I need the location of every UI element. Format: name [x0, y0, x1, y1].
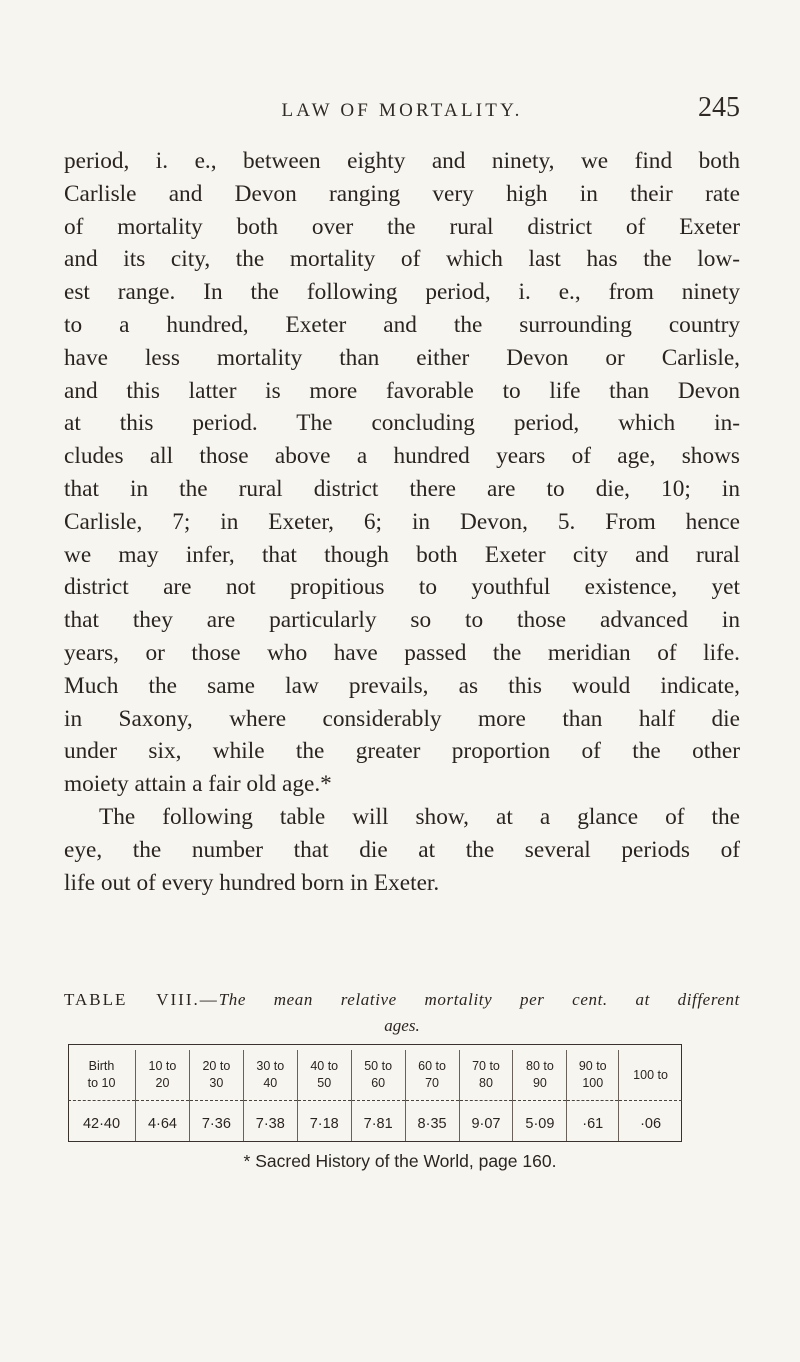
text-line: Carlisle and Devon ranging very high in their rate [64, 180, 740, 207]
values-row [68, 1107, 682, 1141]
value-cell: 5·09 [513, 1107, 567, 1141]
mortality-grid [68, 1050, 682, 1141]
text-line: that in the rural district there are to die, 10; in [64, 475, 740, 502]
value-cell: 7·36 [189, 1107, 243, 1141]
text-line: cludes all those above a hundred years of age, shows [64, 443, 740, 470]
body-text [64, 145, 740, 899]
text-line: period, i. e., between eighty and ninety, we find both [64, 148, 740, 174]
header-cell: 80 to 90 [513, 1050, 567, 1101]
text-line: and its city, the mortality of which last has the low- [64, 246, 740, 273]
header-cell: 10 to 20 [136, 1050, 190, 1101]
mortality-table [64, 1044, 682, 1144]
text-line: under six, while the greater proportion of the other [64, 738, 740, 765]
running-title: LAW OF MORTALITY. [281, 100, 523, 121]
header-cell: 90 to 100 [567, 1050, 619, 1101]
text-line: at this period. The concluding period, which in- [64, 410, 740, 437]
page-number: 245 [698, 92, 740, 123]
value-cell: 7·18 [297, 1107, 351, 1141]
value-cell: 8·35 [405, 1107, 459, 1141]
value-cell: 9·07 [459, 1107, 513, 1141]
table-title: The mean relative mortality per cent. at different [218, 990, 740, 1009]
value-cell: 42·40 [68, 1107, 136, 1141]
header-cell: 60 to 70 [405, 1050, 459, 1101]
text-line: years, or those who have passed the meridian of life. [64, 639, 740, 666]
text-line: have less mortality than either Devon or Carlisle, [64, 344, 740, 371]
table-label: TABLE VIII.— [64, 990, 219, 1009]
header-cell: 30 to 40 [243, 1050, 297, 1101]
text-line: eye, the number that die at the several periods of [64, 836, 740, 863]
table-caption [64, 987, 740, 1039]
header-cell: 20 to 30 [189, 1050, 243, 1101]
table-title-continued: ages. [384, 1016, 420, 1035]
text-line: Carlisle, 7; in Exeter, 6; in Devon, 5. From hence [64, 508, 740, 535]
caption-line [64, 987, 740, 1013]
text-line: est range. In the following period, i. e., from ninety [64, 279, 740, 306]
header-row [68, 1050, 682, 1101]
text-line: and this latter is more favorable to life than Devon [64, 377, 740, 404]
table-top-rule [68, 1044, 682, 1045]
text-line: moiety attain a fair old age.* [64, 771, 332, 798]
value-cell: 7·81 [351, 1107, 405, 1141]
text-line: life out of every hundred born in Exeter. [64, 869, 440, 896]
footnote: * Sacred History of the World, page 160. [243, 1151, 557, 1171]
value-cell: ·61 [567, 1107, 619, 1141]
text-line: that they are particularly so to those advanced in [64, 607, 740, 634]
value-cell: 4·64 [136, 1107, 190, 1141]
running-head [64, 92, 740, 132]
text-line: The following table will show, at a glance of the [99, 803, 740, 830]
text-line: to a hundred, Exeter and the surrounding country [64, 311, 740, 338]
text-line: Much the same law prevails, as this would indicate, [64, 672, 740, 699]
value-cell: 7·38 [243, 1107, 297, 1141]
table-bottom-rule [68, 1141, 682, 1142]
header-cell: 100 to [633, 1067, 668, 1082]
header-cell: 50 to 60 [351, 1050, 405, 1101]
text-line: in Saxony, where considerably more than half die [64, 705, 740, 732]
header-cell: 40 to 50 [297, 1050, 351, 1101]
header-cell: 70 to 80 [459, 1050, 513, 1101]
text-line: district are not propitious to youthful existence, yet [64, 574, 740, 601]
value-cell: ·06 [640, 1116, 662, 1132]
text-line: of mortality both over the rural district of Exeter [64, 213, 740, 240]
text-line: we may infer, that though both Exeter city and rural [64, 541, 740, 568]
header-cell: Birth to 10 [68, 1050, 136, 1101]
